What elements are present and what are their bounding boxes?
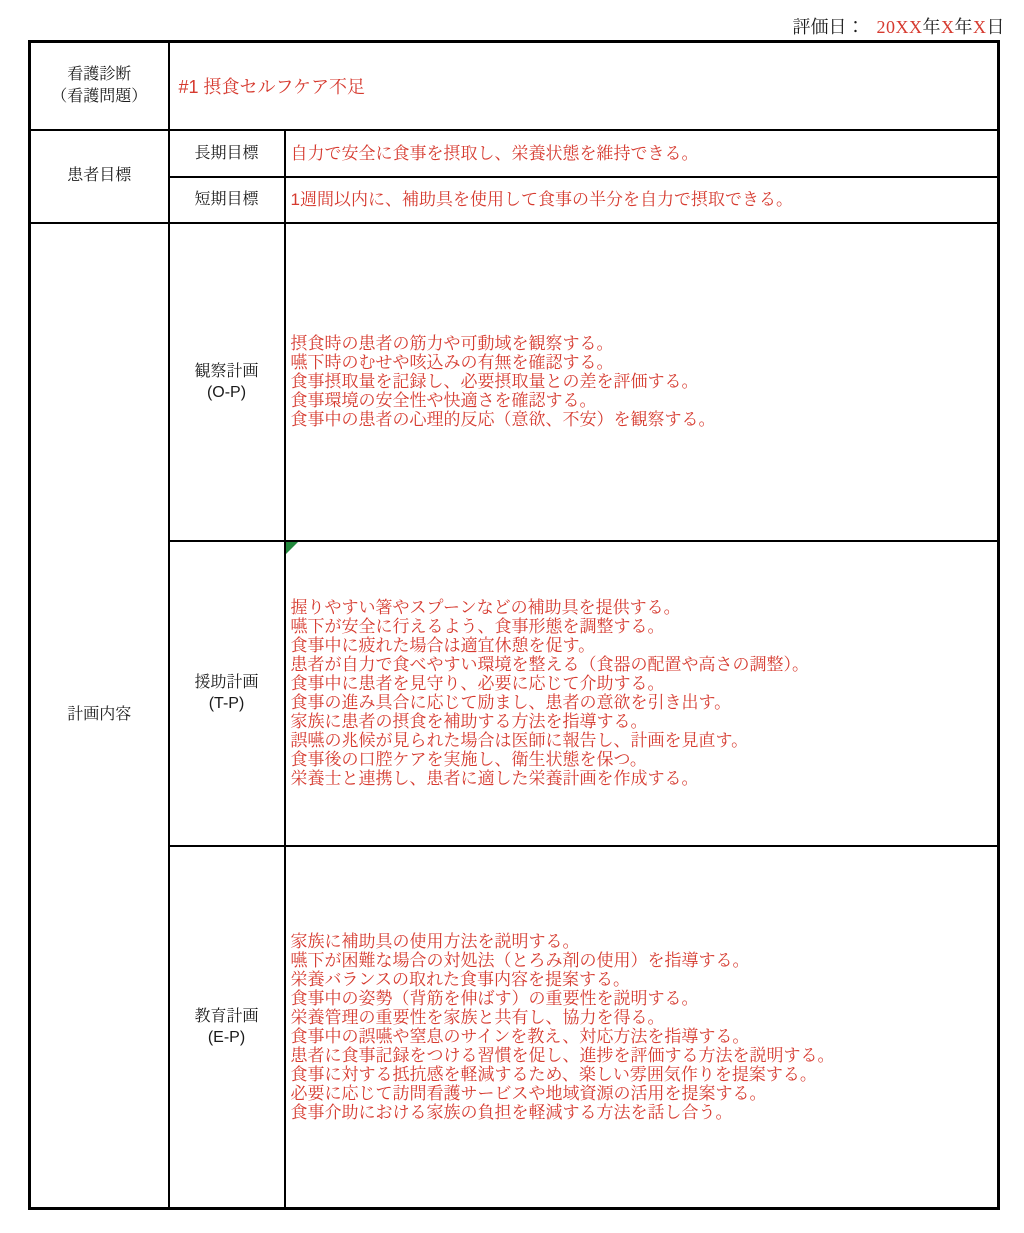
diagnosis-label-line1: 看護診断 [67, 65, 132, 83]
education-plan-items-cell [285, 846, 999, 1209]
cell-comment-marker-icon [286, 542, 299, 555]
patient-goals-label-cell [30, 130, 169, 223]
observation-plan-label-cell [169, 223, 285, 541]
education-plan-items: 家族に補助具の使用方法を説明する。 嚥下が困難な場合の対処法（とろみ剤の使用）を指導する。 栄養バランスの取れた食事内容を提案する。 食事中の姿勢（背筋を伸ばす）の重要性を説明する。 栄養管理の重要性を家族と共有し、協力を得る。 食事中の誤嚥や窒息のサインを教え、対応方法を指導する。 患者に食事記録をつける習慣を促し、進捗を評価する方法を説明する。 食事に対する抵抗感を軽減するため、楽しい雰囲気作りを提案する。 必要に応じて訪問看護サービスや地域資源の活用を提案する。 食事介助における家族の負担を軽減する方法を話し合う。 [290, 931, 835, 1122]
diagnosis-label-line2: （看護問題） [51, 87, 148, 105]
education-plan-label: 教育計画 [194, 1007, 259, 1025]
education-plan-label-cell [169, 846, 285, 1209]
care-plan-table [28, 40, 1000, 1210]
observation-plan-code: (O-P) [206, 383, 247, 401]
observation-plan-label: 観察計画 [194, 362, 259, 380]
plan-contents-label-cell [30, 223, 169, 1209]
evaluation-date-line [793, 13, 1006, 39]
short-term-goal-value: 1週間以内に、補助具を使用して食事の半分を自力で摂取できる。 [290, 190, 793, 209]
treatment-plan-items: 握りやすい箸やスプーンなどの補助具を提供する。 嚥下が安全に行えるよう、食事形態を調整する。 食事中に疲れた場合は適宜休憩を促す。 患者が自力で食べやすい環境を整える（食器の配置や高さの調整）。 食事中に患者を見守り、必要に応じて介助する。 食事の進み具合に応じて励まし、患者の意欲を引き出す。 家族に患者の摂食を補助する方法を指導する。 誤嚥の兆候が見られた場合は医師に報告し、計画を見直す。 食事後の口腔ケアを実施し、衛生状態を保つ。 栄養士と連携し、患者に適した栄養計画を作成する。 [290, 598, 809, 788]
observation-plan-items: 摂食時の患者の筋力や可動域を観察する。 嚥下時のむせや咳込みの有無を確認する。 食事摂取量を記録し、必要摂取量との差を評価する。 食事環境の安全性や快適さを確認する。 食事中の患者の心理的反応（意欲、不安）を観察する。 [290, 334, 716, 429]
treatment-plan-label-cell [169, 541, 285, 846]
long-term-goal-label-cell [169, 130, 285, 177]
long-term-goal-value-cell [285, 130, 999, 177]
diagnosis-label-cell [30, 42, 169, 130]
evaluation-date-label: 評価日： [792, 17, 865, 37]
observation-plan-items-cell [285, 223, 999, 541]
treatment-plan-items-cell [285, 541, 999, 846]
treatment-plan-code: (T-P) [208, 695, 245, 712]
short-term-goal-value-cell [285, 177, 999, 223]
treatment-plan-label: 援助計画 [194, 674, 259, 691]
short-term-goal-label: 短期目標 [194, 191, 259, 208]
short-term-goal-label-cell [169, 177, 285, 223]
education-plan-code: (E-P) [207, 1028, 246, 1046]
evaluation-date-value: 20XX年X年X日 [876, 17, 1005, 37]
diagnosis-value-cell [169, 42, 999, 130]
long-term-goal-label: 長期目標 [194, 144, 259, 162]
patient-goals-label: 患者目標 [67, 167, 132, 184]
long-term-goal-value: 自力で安全に食事を摂取し、栄養状態を維持できる。 [290, 143, 699, 163]
diagnosis-value: #1 摂食セルフケア不足 [178, 76, 365, 97]
plan-contents-label: 計画内容 [67, 706, 132, 724]
